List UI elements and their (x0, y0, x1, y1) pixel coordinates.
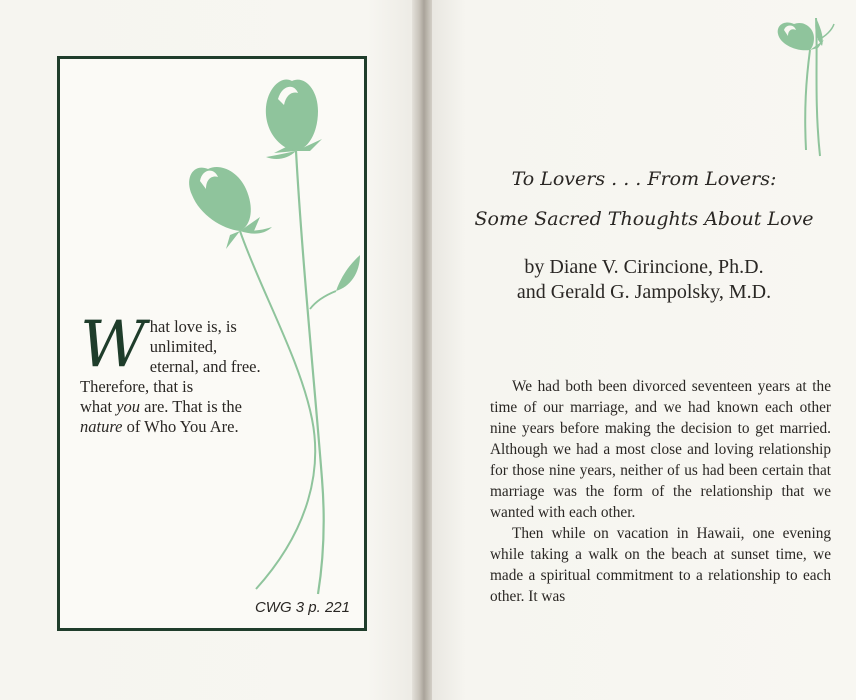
quote-emphasis: you (116, 397, 141, 416)
quote-line: hat love is, is (149, 317, 237, 336)
quote-line: what (80, 397, 117, 416)
author-line-2: and Gerald G. Jampolsky, M.D. (516, 281, 772, 303)
paragraph: We had both been divorced seventeen years at the time of our marriage, and we had known each other nine years before making the decision to get married. Although we had a most close and loving relationship for those nine years, neither of us had been certain that marriage was the form of the relationship that we wanted with each other. (490, 378, 831, 521)
quote-emphasis: nature (80, 417, 123, 436)
essay-title-line-1: To Lovers . . . From Lovers: (511, 168, 777, 190)
left-page (0, 0, 418, 700)
quote-line: Therefore, that is (80, 377, 194, 396)
citation: CWG 3 p. 221 (254, 599, 350, 616)
quote-line: of Who You Are. (122, 417, 239, 436)
quote-line: are. That is the (140, 397, 242, 416)
essay-title-line-2: Some Sacred Thoughts About Love (474, 208, 814, 230)
right-page (432, 0, 856, 700)
paragraph: Then while on vacation in Hawaii, one evening while taking a walk on the beach at sunset time, we made a spiritual commitment to a relationship to each other. It was (490, 525, 831, 605)
drop-cap: W (80, 308, 146, 382)
quote-line: eternal, and free. (149, 357, 261, 376)
author-line-1: by Diane V. Cirincione, Ph.D. (524, 256, 764, 278)
rose-sprig-icon (752, 10, 852, 160)
quote-text (80, 308, 350, 437)
quote-line: unlimited, (149, 337, 218, 356)
body-text (490, 376, 831, 607)
quote-frame (57, 56, 367, 631)
